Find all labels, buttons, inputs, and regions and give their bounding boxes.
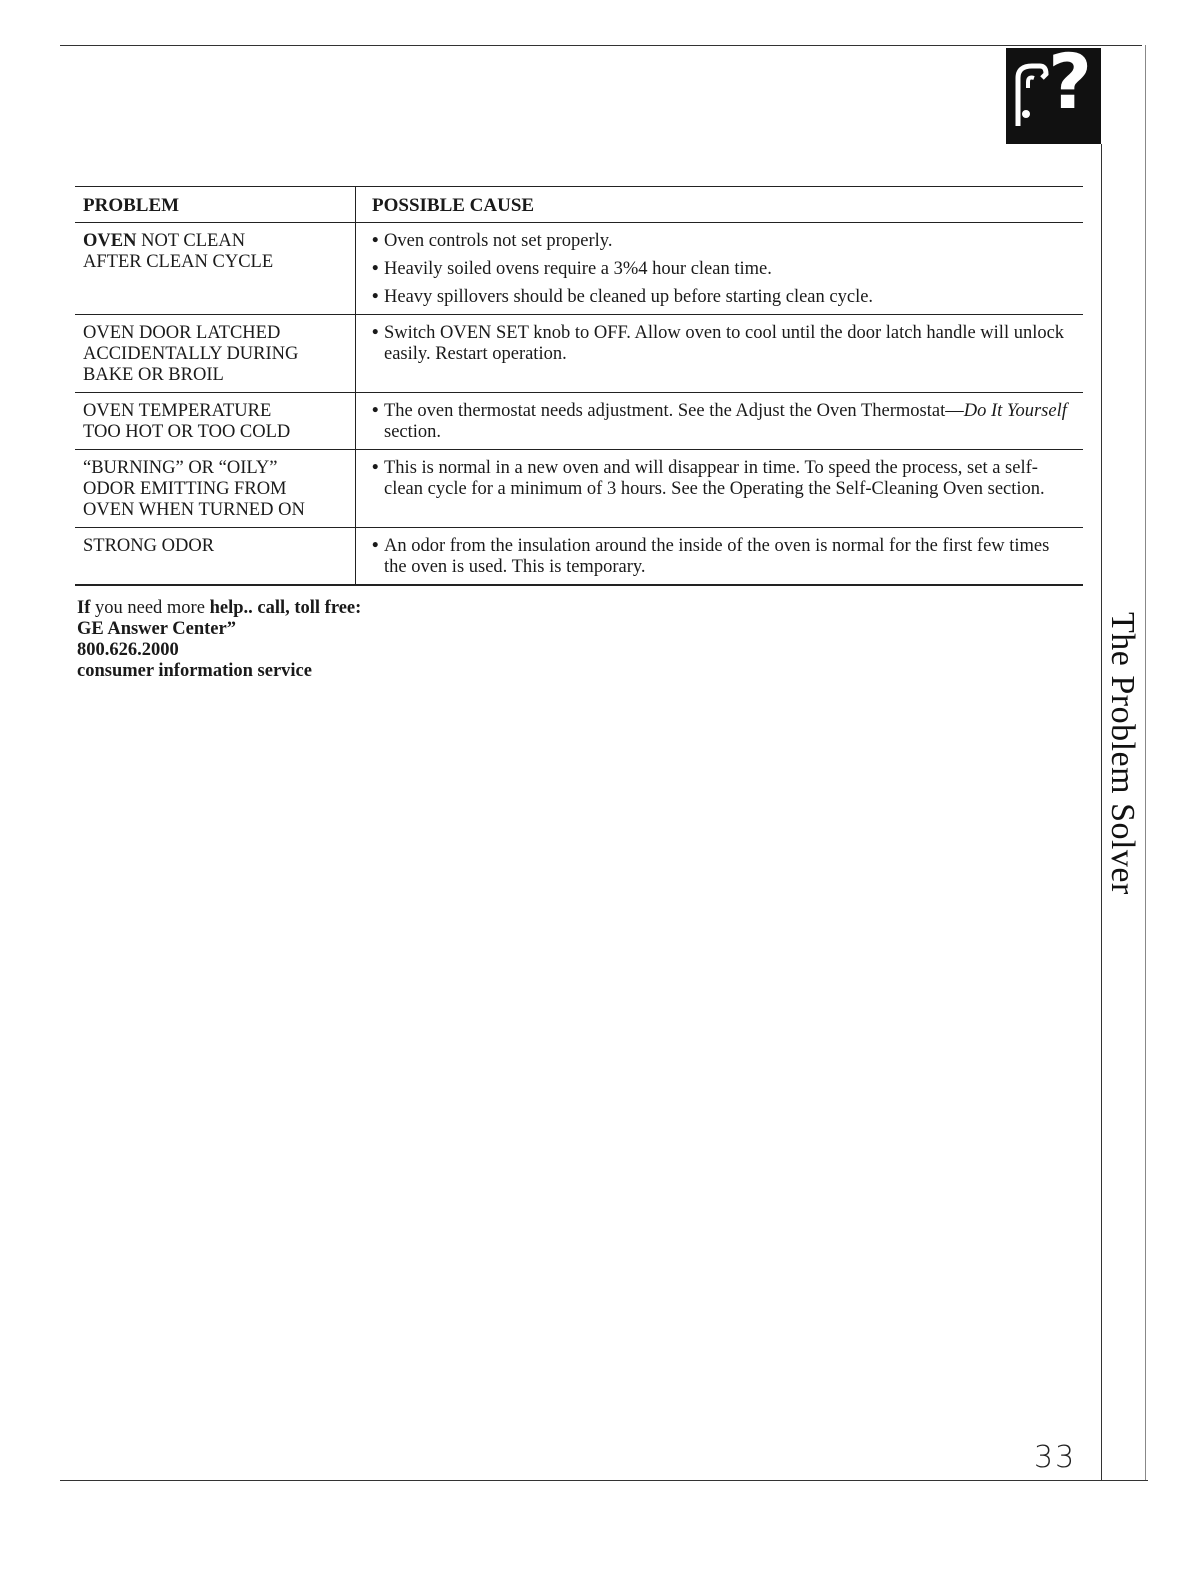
page-number: 33 xyxy=(1034,1440,1077,1475)
cause-item: • Heavy spillovers should be cleaned up before starting clean cycle. xyxy=(372,287,1075,308)
problem-cell xyxy=(75,528,356,586)
cause-item: • Switch OVEN SET knob to OFF. Allow oven to cool until the door latch handle will unlock easily. Restart operation. xyxy=(372,323,1075,365)
cause-section-name: Do It Yourself xyxy=(963,401,1067,421)
problem-cell xyxy=(75,450,356,528)
service-name: consumer information service xyxy=(77,661,312,681)
cause-item: • Heavily soiled ovens require a 3%4 hour clean time. xyxy=(372,259,1075,280)
right-edge-rule xyxy=(1145,45,1146,1481)
cause-cell xyxy=(356,315,1084,393)
problem-column-header: PROBLEM xyxy=(75,187,356,223)
cause-column-header: POSSIBLE CAUSE xyxy=(356,187,1084,223)
problem-line: AFTER CLEAN CYCLE xyxy=(83,252,274,272)
table-row xyxy=(75,393,1083,450)
help-regular: you need more xyxy=(90,598,210,618)
problem-line: OVEN DOOR LATCHED xyxy=(83,323,281,343)
top-rule xyxy=(60,45,1142,46)
cause-text-tail: section. xyxy=(384,422,442,442)
table-row xyxy=(75,450,1083,528)
problem-line: OVEN WHEN TURNED ON xyxy=(83,500,305,520)
problem-line: BAKE OR BROIL xyxy=(83,365,224,385)
problem-line: ACCIDENTALLY DURING xyxy=(83,344,299,364)
cause-cell xyxy=(356,450,1084,528)
table-row xyxy=(75,528,1083,586)
table-row xyxy=(75,223,1083,315)
help-line xyxy=(77,598,361,619)
cause-item: • Oven controls not set properly. xyxy=(372,231,1075,252)
cause-item: • This is normal in a new oven and will disappear in time. To speed the process, set a self-clean cycle for a minimum of 3 hours. See the Operating the Self-Cleaning Oven section. xyxy=(372,458,1075,500)
help-bold: help.. call, toll free: xyxy=(209,598,362,618)
bottom-rule xyxy=(60,1480,1148,1481)
cause-cell xyxy=(356,393,1084,450)
problem-cell xyxy=(75,315,356,393)
cause-item: • An odor from the insulation around the inside of the oven is normal for the first few times the oven is used. This is temporary. xyxy=(372,536,1075,578)
problem-line: OVEN TEMPERATURE xyxy=(83,401,272,421)
cause-item xyxy=(372,401,1075,443)
problem-cause-table xyxy=(75,186,1083,586)
problem-line: TOO HOT OR TOO COLD xyxy=(83,422,291,442)
cause-cell xyxy=(356,223,1084,315)
problem-line-lead: OVEN xyxy=(83,231,137,251)
help-contact-block xyxy=(77,598,361,682)
table-row xyxy=(75,315,1083,393)
problem-cell xyxy=(75,393,356,450)
cause-text: The oven thermostat needs adjustment. See the Adjust the Oven Thermostat— xyxy=(384,401,964,421)
help-lead: If xyxy=(77,598,91,618)
question-glyph: ? xyxy=(1048,37,1093,126)
section-side-title: The Problem Solver xyxy=(1104,612,1141,895)
phone-number: 800.626.2000 xyxy=(77,640,179,660)
answer-center-name: GE Answer Center” xyxy=(77,619,236,639)
problem-cell xyxy=(75,223,356,315)
question-mark-icon xyxy=(1006,37,1101,144)
problem-line: ODOR EMITTING FROM xyxy=(83,479,287,499)
problem-line: OVEN NOT CLEAN xyxy=(83,231,246,251)
problem-line: “BURNING” OR “OILY” xyxy=(83,458,278,478)
problem-line: STRONG ODOR xyxy=(83,536,215,556)
cause-cell xyxy=(356,528,1084,586)
